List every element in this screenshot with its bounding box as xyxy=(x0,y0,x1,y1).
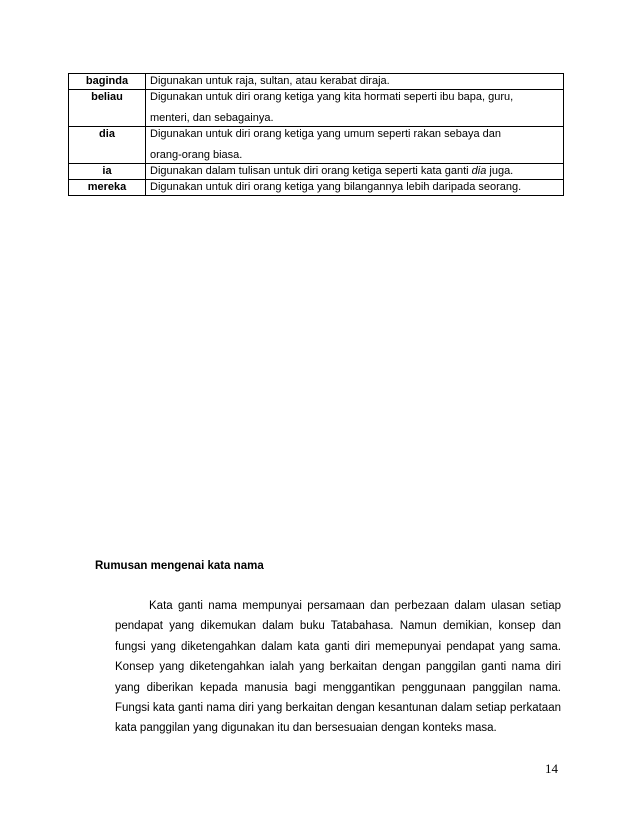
table-row xyxy=(69,180,564,196)
body-paragraph xyxy=(115,596,561,739)
description-text-end: juga. xyxy=(486,165,514,177)
description-text-continued: menteri, dan sebagainya. xyxy=(150,112,274,124)
page-number: 14 xyxy=(545,761,558,776)
section-heading: Rumusan mengenai kata nama xyxy=(95,560,264,572)
description-cell xyxy=(146,74,564,90)
paragraph-line: pendapat yang dikemukan dalam buku Tatabahasa. Namun demikian, konsep dan xyxy=(115,620,561,633)
description-text: Digunakan untuk diri orang ketiga yang bilangannya lebih daripada seorang. xyxy=(150,181,522,193)
paragraph-line: Konsep yang diketengahkan ialah yang berkaitan dengan panggilan ganti nama diri xyxy=(115,661,561,674)
description-text: Digunakan dalam tulisan untuk diri orang ketiga seperti kata ganti xyxy=(150,165,472,177)
pronoun-cell: mereka xyxy=(69,180,146,196)
paragraph-line: yang diberikan kepada manusia bagi menggantikan penggunaan panggilan nama. xyxy=(115,681,561,694)
paragraph-line: Fungsi kata ganti nama diri yang berkaitan dengan kesantunan dalam setiap perkataan xyxy=(115,702,561,715)
description-cell xyxy=(146,164,564,180)
pronoun-cell: beliau xyxy=(69,90,146,127)
pronoun-cell: ia xyxy=(69,164,146,180)
description-cell xyxy=(146,127,564,164)
description-text-continued: orang-orang biasa. xyxy=(150,149,243,161)
table-row xyxy=(69,127,564,164)
paragraph-line: kata panggilan yang digunakan itu dan bersesuaian dengan konteks masa. xyxy=(115,722,497,735)
description-text: Digunakan untuk raja, sultan, atau kerabat diraja. xyxy=(150,75,390,87)
description-cell xyxy=(146,180,564,196)
pronoun-table xyxy=(68,73,564,196)
pronoun-cell: baginda xyxy=(69,74,146,90)
description-cell xyxy=(146,90,564,127)
table-row xyxy=(69,90,564,127)
pronoun-cell: dia xyxy=(69,127,146,164)
table-row xyxy=(69,164,564,180)
italic-term: dia xyxy=(471,165,487,177)
description-text: Digunakan untuk diri orang ketiga yang umum seperti rakan sebaya dan xyxy=(150,128,501,140)
description-text: Digunakan untuk diri orang ketiga yang kita hormati seperti ibu bapa, guru, xyxy=(150,91,514,103)
table-row xyxy=(69,74,564,90)
paragraph-line: Kata ganti nama mempunyai persamaan dan perbezaan dalam ulasan setiap xyxy=(149,600,561,612)
paragraph-line: fungsi yang diketengahkan dalam kata ganti diri memepunyai pendapat yang sama. xyxy=(115,640,561,653)
